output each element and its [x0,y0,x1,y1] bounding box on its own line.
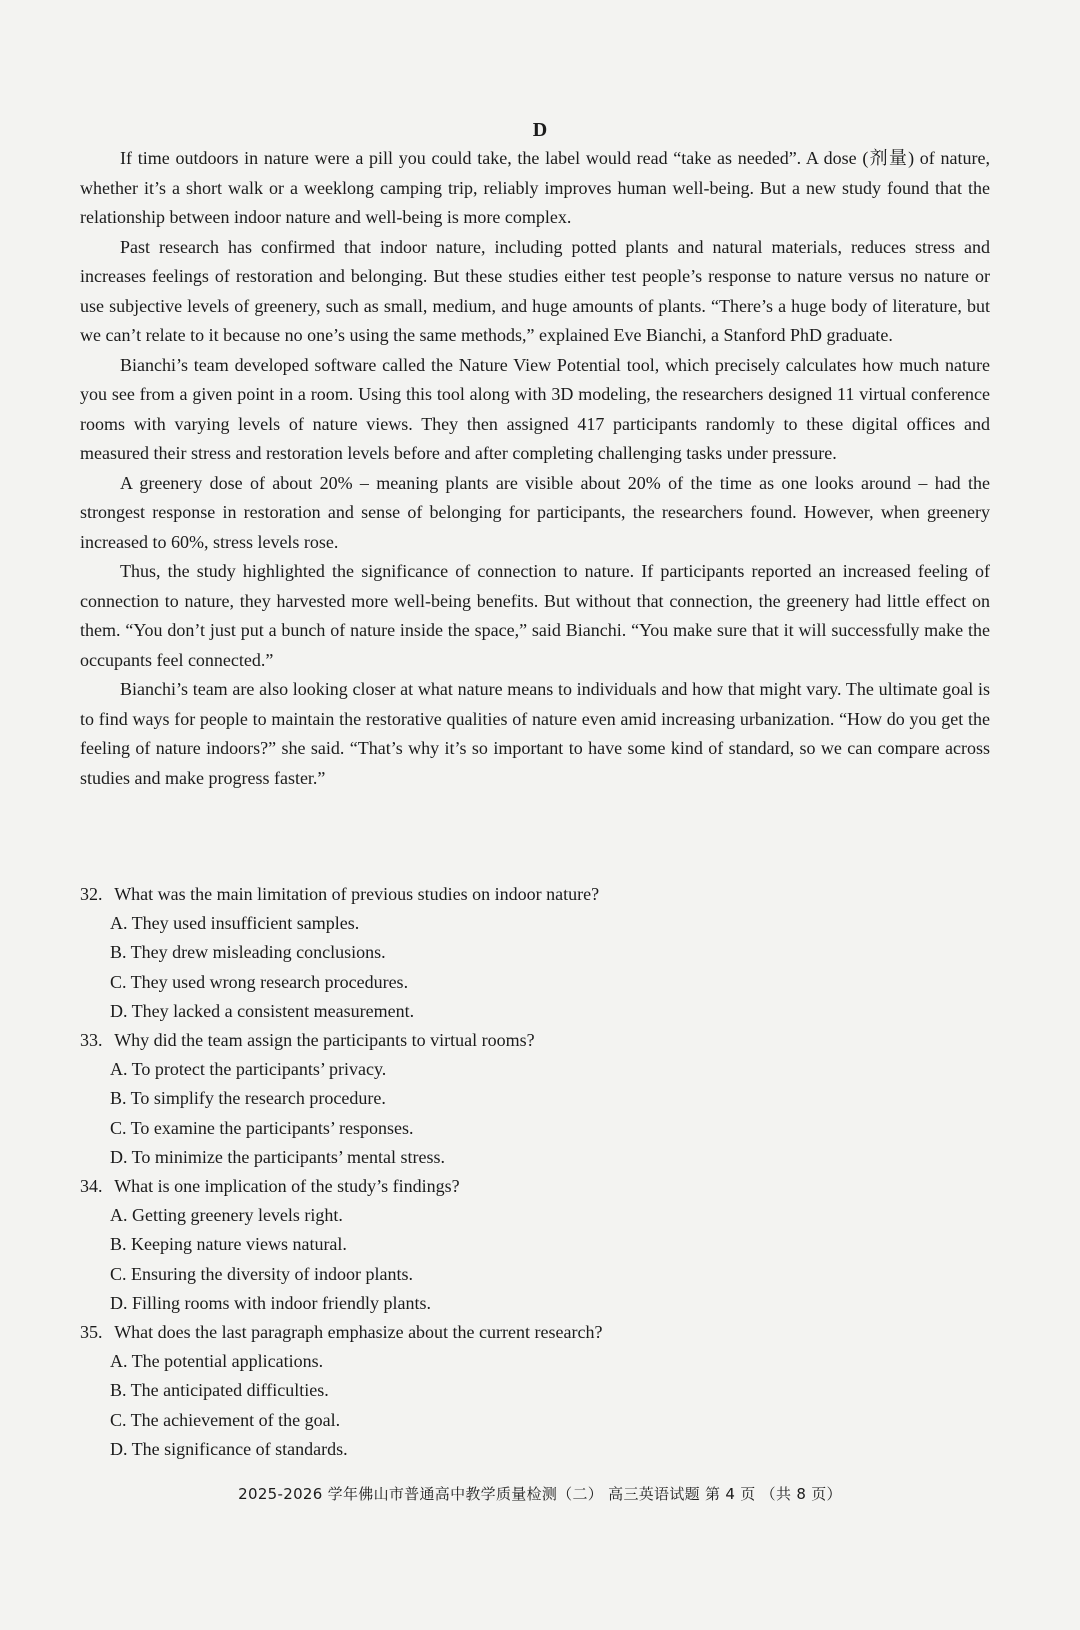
option-c: C. Ensuring the diversity of indoor plants. [110,1263,413,1284]
question-number: 32. [80,884,103,904]
option-b: B. The anticipated difficulties. [110,1380,329,1401]
question-number: 35. [80,1322,103,1343]
option-d: D. Filling rooms with indoor friendly plants. [110,1292,431,1313]
option-d: D. To minimize the participants’ mental stress. [110,1146,445,1167]
question-32 [80,880,990,1026]
passage-paragraph: Bianchi’s team are also looking closer at what nature means to individuals and how that might vary. The ultimate goal is to find ways for people to maintain the restorative qualities of nature even amid increasing urbanization. “How do you get the feeling of nature indoors?” she said. “That’s why it’s so important to have some kind of standard, so we can compare across studies and make progress faster.” [80,679,990,788]
passage-paragraph: Bianchi’s team developed software called the Nature View Potential tool, which precisely calculates how much nature you see from a given point in a room. Using this tool along with 3D modeling, the researchers designed 11 virtual conference rooms with varying levels of nature views. They then assigned 417 participants randomly to these digital offices and measured their stress and restoration levels before and after completing challenging tasks under pressure. [80,354,990,463]
passage-paragraph: Thus, the study highlighted the significance of connection to nature. If participants reported an increased feeling of connection to nature, they harvested more well-being benefits. But without that connection, the greenery had little effect on them. “You don’t just put a bunch of nature inside the space,” said Bianchi. “You make sure that it will successfully make the occupants feel connected.” [80,561,990,670]
page-footer: 2025-2026 学年佛山市普通高中教学质量检测（二） 高三英语试题 第 4 页 （共 8 页） [238,1485,842,1503]
question-33 [80,1026,990,1172]
passage-paragraph: If time outdoors in nature were a pill you could take, the label would read “take as needed”. A dose (剂量) of nature, whether it’s a short walk or a weeklong camping trip, reliably improves human well-being. But a new study found that the relationship between indoor nature and well-being is more complex. [80,148,990,227]
question-stem [80,1172,990,1201]
question-35 [80,1318,990,1464]
option-c: C. To examine the participants’ responses. [110,1117,414,1138]
question-text: What was the main limitation of previous studies on indoor nature? [114,884,600,904]
question-list [80,880,990,1464]
option-c: C. They used wrong research procedures. [110,971,409,992]
passage-paragraph: Past research has confirmed that indoor nature, including potted plants and natural materials, reduces stress and increases feelings of restoration and belonging. But these studies either test people’s response to nature versus no nature or use subjective levels of greenery, such as small, medium, and huge amounts of plants. “There’s a huge body of literature, but we can’t relate to it because no one’s using the same methods,” explained Eve Bianchi, a Stanford PhD graduate. [80,236,990,345]
question-stem [80,1318,990,1347]
question-34 [80,1172,990,1318]
question-text: What is one implication of the study’s findings? [114,1176,460,1197]
question-text: What does the last paragraph emphasize about the current research? [114,1322,603,1343]
option-a: A. They used insufficient samples. [110,913,360,934]
question-number: 34. [80,1176,103,1197]
question-text: Why did the team assign the participants to virtual rooms? [114,1030,535,1051]
option-b: B. To simplify the research procedure. [110,1088,386,1109]
option-d: D. The significance of standards. [110,1438,348,1459]
question-number: 33. [80,1030,103,1051]
option-a: A. To protect the participants’ privacy. [110,1059,387,1080]
question-stem [80,880,990,909]
option-b: B. Keeping nature views natural. [110,1234,347,1255]
section-heading: D [532,119,548,141]
option-a: A. The potential applications. [110,1351,324,1372]
passage-paragraph: A greenery dose of about 20% – meaning plants are visible about 20% of the time as one looks around – had the strongest response in restoration and sense of belonging for participants, the researchers found. However, when greenery increased to 60%, stress levels rose. [80,472,990,552]
option-a: A. Getting greenery levels right. [110,1205,343,1226]
option-d: D. They lacked a consistent measurement. [110,1000,415,1021]
option-b: B. They drew misleading conclusions. [110,942,386,963]
question-stem [80,1026,990,1055]
option-c: C. The achievement of the goal. [110,1409,341,1430]
reading-passage [80,144,990,793]
